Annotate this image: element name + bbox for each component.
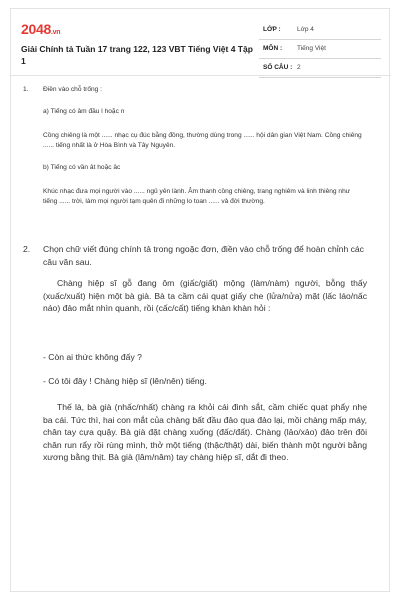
passage-paragraph-2: Thế là, bà già (nhấc/nhất) chàng ra khỏi cái đinh sắt, cầm chiếc quạt phẩy nhẹ ba cái. Tức thì, hai con mắt của chàng bất đầu đảo qua đảo lại, mồi chàng mấp máy, chân tay cựa quậy. Bà già đặt chàng xuống (đấc/đất). Chàng (lảo/xảo) đảo trên đôi chân run rẩy rồi rùng mình, thở một tiếng (thậc/thật) dài, biến thành một người bằng xương bằng thịt. Bà già (lâm/nâm) tay chàng hiệp sĩ, dắt đi theo.: [43, 402, 367, 462]
part-b-text: Khúc nhạc đưa mọi người vào ...... ngủ yên lành. Âm thanh cồng chiêng, trang nghiêm và linh thiêng như tiếng ...... trời, làm mọi người tạm quên đi những lo toan ...... vả đời thường.: [43, 188, 351, 205]
meta-key: MÔN :: [263, 45, 283, 52]
part-b-label: b) Tiếng có vần ât hoặc âc: [43, 164, 121, 171]
passage-paragraph-1: Chàng hiệp sĩ gỗ đang ôm (giấc/giất) mộng (làm/nàm) người, bỗng thấy (xuấc/xuất) hiện một bà già. Bà ta cầm cái quạt giấy che (lửa/nửa) mặt (lấc láo/nấc náo) đảo mắt nhìn quanh, rồi (cấc/cất) tiếng khàn khàn hỏi :: [43, 278, 367, 313]
document-title: Giải Chính tả Tuần 17 trang 122, 123 VBT Tiếng Việt 4 Tập 1: [21, 44, 253, 66]
meta-value: 2: [297, 64, 301, 71]
meta-value: Lớp 4: [297, 26, 314, 33]
header-divider: [11, 75, 391, 76]
exercise-number: 2.: [23, 244, 31, 254]
logo-suffix: .vn: [50, 29, 61, 36]
meta-key: SỐ CÂU :: [263, 64, 293, 71]
meta-table: [259, 21, 381, 78]
logo-main: 2048: [21, 21, 51, 37]
dialogue-line-2: - Có tôi đây ! Chàng hiệp sĩ (lên/nên) tiếng.: [43, 376, 207, 386]
meta-row-subject: [259, 40, 381, 59]
exercise-question: Chọn chữ viết đúng chính tả trong ngoặc đơn, điền vào chỗ trống để hoàn chỉnh các câu văn sau.: [43, 244, 364, 267]
document-header: [21, 17, 381, 75]
dialogue-line-1: - Còn ai thức không đấy ?: [43, 352, 142, 362]
meta-value: Tiếng Việt: [297, 45, 326, 52]
site-logo[interactable]: [21, 21, 60, 37]
document-page: [10, 8, 390, 592]
exercise-number: 1.: [23, 86, 29, 93]
meta-row-class: [259, 21, 381, 40]
meta-key: LỚP :: [263, 26, 281, 33]
exercise-question: Điền vào chỗ trống :: [43, 86, 103, 93]
part-a-label: a) Tiếng có âm đầu l hoặc n: [43, 108, 125, 115]
part-a-text: Cồng chiêng là một ...... nhạc cụ đúc bằng đồng, thường dùng trong ...... hội dân gian Việt Nam. Cồng chiêng ...... tiếng nhất là ở Hòa Bình và Tây Nguyên.: [43, 132, 362, 149]
